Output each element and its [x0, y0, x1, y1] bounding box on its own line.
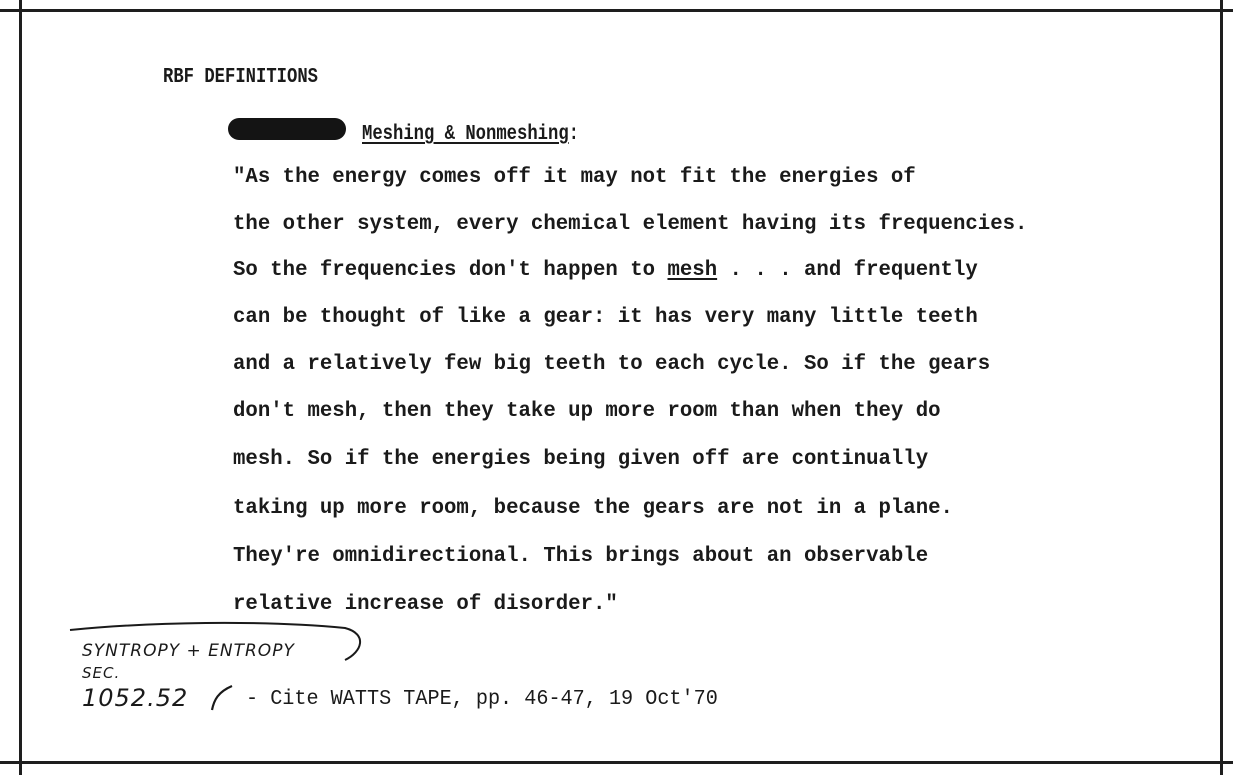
frame-right-rule: [1220, 0, 1223, 775]
quote-line-10: relative increase of disorder.": [233, 593, 618, 616]
quote-line-3-end: . . . and frequently: [717, 259, 978, 282]
quote-line-3-mesh: mesh: [667, 259, 718, 282]
quote-line-9: They're omnidirectional. This brings about an observable: [233, 545, 929, 568]
definition-title-text: Meshing & Nonmeshing: [362, 123, 569, 146]
quote-line-6: don't mesh, then they take up more room than when they do: [233, 400, 941, 423]
document-heading: RBF DEFINITIONS: [163, 66, 319, 89]
quote-line-7: mesh. So if the energies being given off are continually: [233, 448, 929, 471]
definition-title: [362, 123, 579, 146]
handwritten-section-number: 1052.52: [82, 684, 189, 712]
quote-line-1: "As the energy comes off it may not fit the energies of: [233, 166, 916, 189]
citation-line: - Cite WATTS TAPE, pp. 46-47, 19 Oct'70: [246, 688, 718, 711]
frame-bottom-rule: [0, 761, 1233, 764]
frame-top-rule: [0, 9, 1233, 12]
quote-line-4: can be thought of like a gear: it has very many little teeth: [233, 306, 978, 329]
redaction-block: [228, 118, 346, 140]
handwritten-bracket-stroke: [212, 686, 232, 710]
frame-left-rule: [19, 0, 22, 775]
definition-title-colon: :: [568, 123, 580, 146]
handwritten-label: SYNTROPY + ENTROPY: [82, 641, 295, 661]
quote-line-5: and a relatively few big teeth to each cycle. So if the gears: [233, 353, 991, 376]
quote-line-3-start: So the frequencies don't happen to: [233, 259, 668, 282]
quote-line-2: the other system, every chemical element having its frequencies.: [233, 213, 1028, 236]
handwritten-section-prefix: SEC.: [82, 664, 121, 682]
quote-line-8: taking up more room, because the gears are not in a plane.: [233, 497, 953, 520]
quote-line-3: [233, 259, 978, 282]
